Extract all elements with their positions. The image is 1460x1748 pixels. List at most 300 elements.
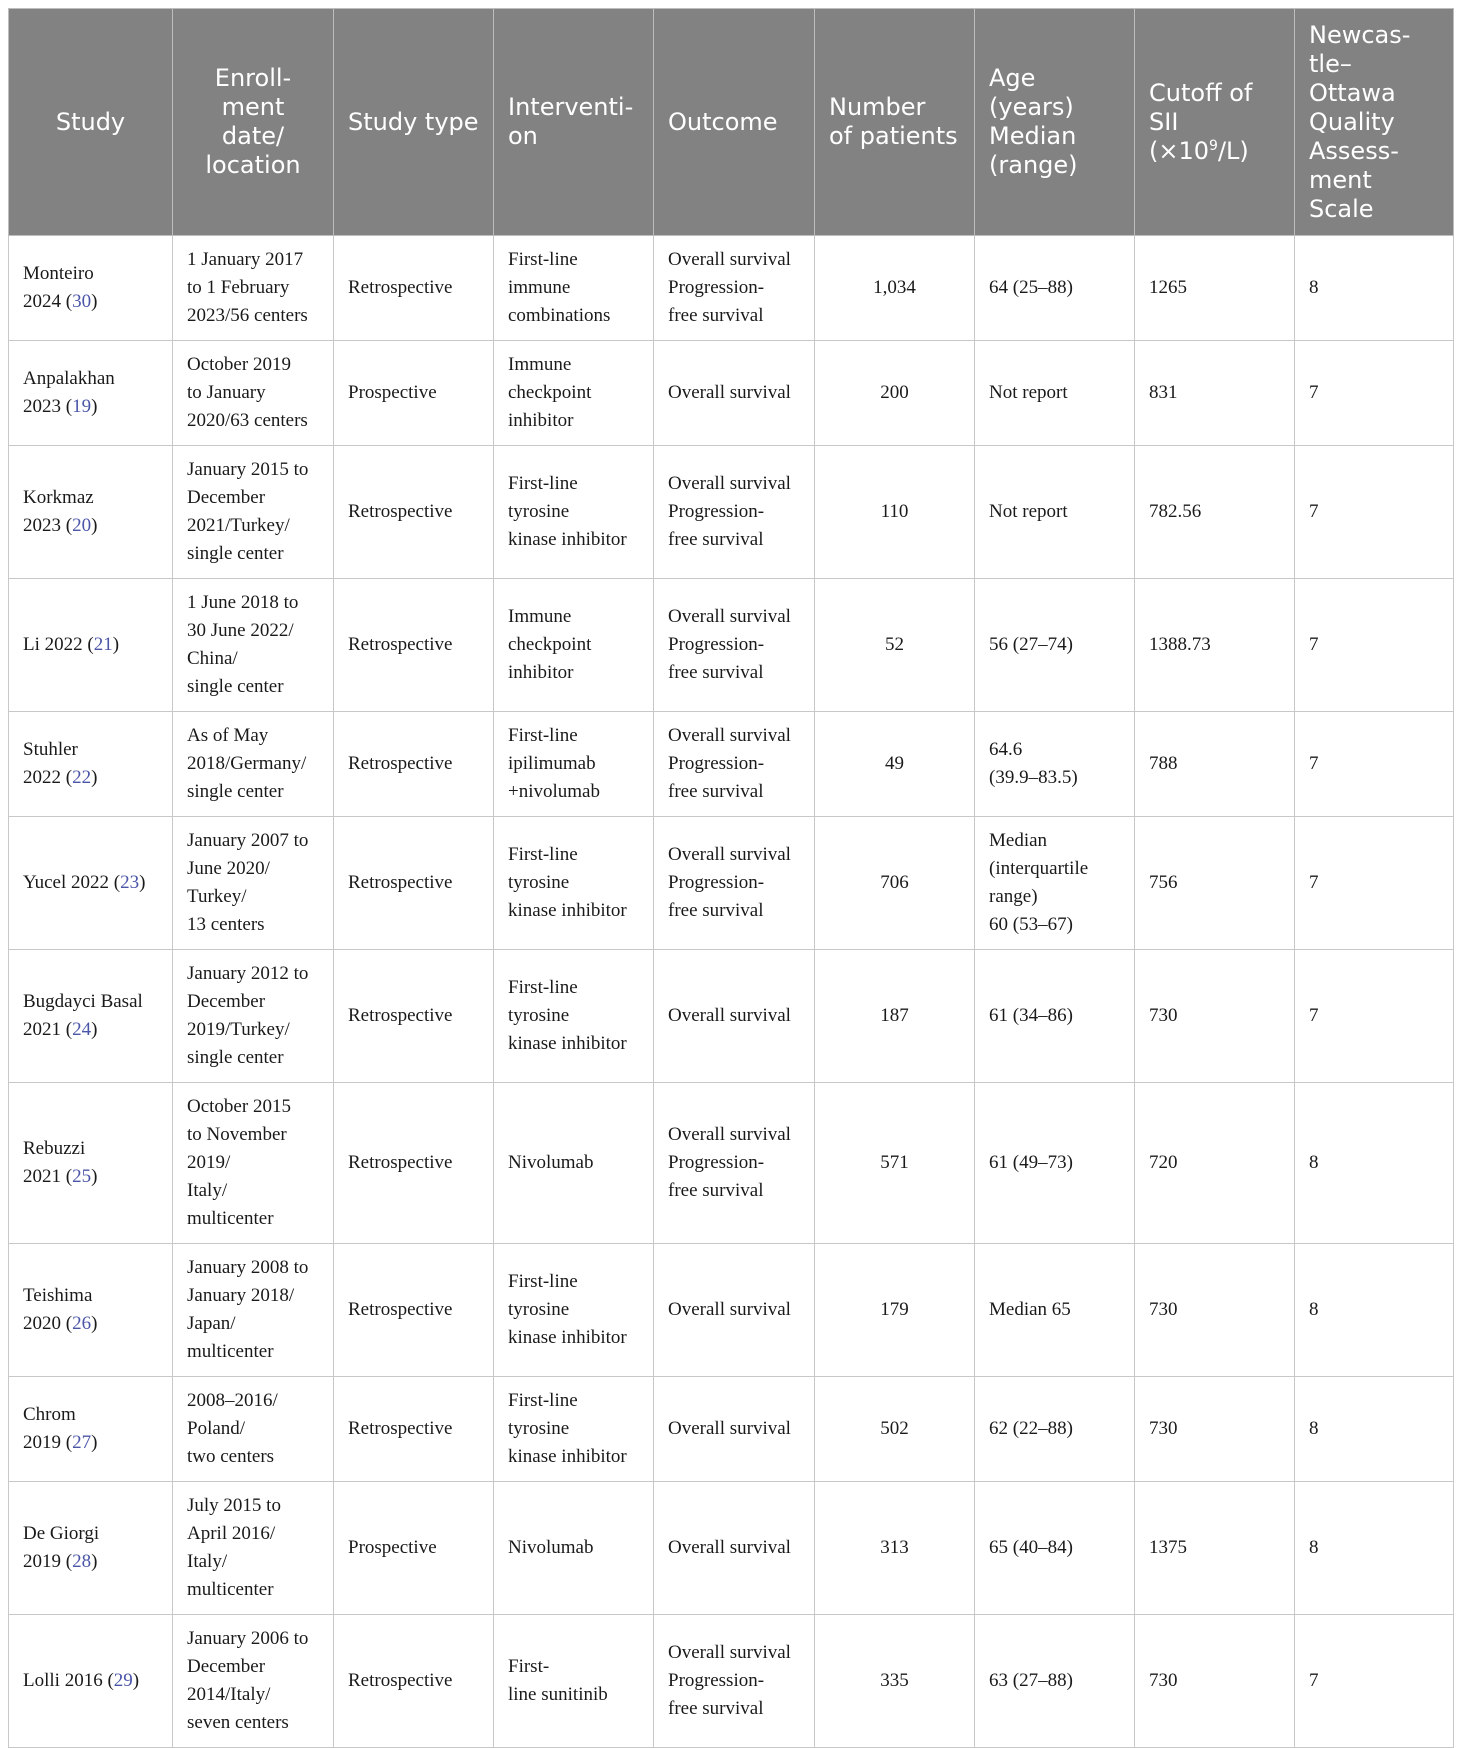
cell-line: range) (989, 886, 1038, 907)
cell-line: checkpoint (508, 634, 592, 655)
intervention-cell (494, 1244, 654, 1377)
header-intervention: Interventi- on (494, 9, 654, 236)
cell-line: 706 (880, 872, 909, 893)
header-nos-scale: Newcas- tle– Ottawa Quality Assess- ment Scale (1295, 9, 1454, 236)
cell-line (23, 512, 158, 540)
cell-line: 64.6 (989, 739, 1023, 760)
cell-line: January 2006 to (187, 1628, 309, 1649)
cell-line: Median 65 (989, 1299, 1071, 1320)
cell-line: line sunitinib (508, 1684, 608, 1705)
intervention-cell (494, 341, 654, 446)
cell-line: free survival (668, 1698, 764, 1719)
cell-line: First-line (508, 249, 578, 270)
cell-line: De Giorgi (23, 1523, 100, 1544)
cell-line: 831 (1149, 382, 1178, 403)
cell-line: Retrospective (348, 1670, 453, 1691)
intervention-cell (494, 1083, 654, 1244)
cell-line (23, 288, 158, 316)
cell-line (23, 393, 158, 421)
study-cell (9, 817, 173, 950)
cell-line: 571 (880, 1152, 909, 1173)
cell-line: 7 (1309, 753, 1319, 774)
table-row (9, 1377, 1454, 1482)
cutoff-cell (1135, 712, 1295, 817)
cell-line: 7 (1309, 382, 1319, 403)
study-cell (9, 1377, 173, 1482)
reference-link[interactable]: 27 (72, 1432, 92, 1453)
cell-line (23, 1016, 158, 1044)
cell-line: Korkmaz (23, 487, 94, 508)
cell-line (23, 631, 158, 659)
cell-line: to January (187, 382, 266, 403)
table-row (9, 446, 1454, 579)
cell-line: Retrospective (348, 277, 453, 298)
outcome-cell (654, 1615, 815, 1748)
table-row (9, 712, 1454, 817)
cell-line: combinations (508, 305, 611, 326)
cell-line: Retrospective (348, 1299, 453, 1320)
cell-line: 335 (880, 1670, 909, 1691)
reference-link[interactable]: 29 (113, 1670, 133, 1691)
cell-line: 49 (885, 753, 904, 774)
cell-line: (39.9–83.5) (989, 767, 1078, 788)
nos-score-cell (1295, 579, 1454, 712)
enrollment-cell (173, 712, 334, 817)
cell-line: 61 (49–73) (989, 1152, 1073, 1173)
cell-line: tyrosine (508, 872, 570, 893)
table-row (9, 579, 1454, 712)
cutoff-cell (1135, 1244, 1295, 1377)
cell-line: free survival (668, 529, 764, 550)
cell-line: Progression- (668, 753, 765, 774)
cell-line: October 2019 (187, 354, 291, 375)
patients-cell (815, 579, 975, 712)
cutoff-cell (1135, 579, 1295, 712)
cell-line: 60 (53–67) (989, 914, 1073, 935)
cell-line: tyrosine (508, 1005, 570, 1026)
study-cell (9, 950, 173, 1083)
cell-line: Overall survival (668, 1418, 791, 1439)
cell-line: 30 June 2022/ (187, 620, 294, 641)
cell-line: Not report (989, 382, 1068, 403)
patients-cell (815, 950, 975, 1083)
reference-link[interactable]: 26 (72, 1313, 92, 1334)
patients-cell (815, 712, 975, 817)
reference-link[interactable]: 20 (72, 515, 92, 536)
age-cell (975, 1482, 1135, 1615)
reference-link[interactable]: 21 (93, 634, 113, 655)
enrollment-cell (173, 817, 334, 950)
cell-line: June 2020/ (187, 858, 270, 879)
cell-line: to 1 February (187, 277, 290, 298)
cell-line: Overall survival (668, 844, 791, 865)
cell-line: October 2015 (187, 1096, 291, 1117)
cell-line: 1375 (1149, 1537, 1187, 1558)
intervention-cell (494, 579, 654, 712)
cell-line: Retrospective (348, 753, 453, 774)
study-cell (9, 1482, 173, 1615)
cell-line: Overall survival (668, 1642, 791, 1663)
cell-line: (interquartile (989, 858, 1089, 879)
cell-line: Retrospective (348, 1005, 453, 1026)
cell-line: checkpoint (508, 382, 592, 403)
cell-line: free survival (668, 662, 764, 683)
age-cell (975, 817, 1135, 950)
cell-line: +nivolumab (508, 781, 600, 802)
cell-line: December (187, 487, 266, 508)
study-label: 2021 ( (23, 1166, 73, 1187)
table-body (9, 236, 1454, 1748)
cell-line: single center (187, 676, 284, 697)
cell-line: As of May (187, 725, 269, 746)
enrollment-cell (173, 950, 334, 1083)
cell-line: 7 (1309, 501, 1319, 522)
outcome-cell (654, 236, 815, 341)
cell-line: Not report (989, 501, 1068, 522)
table-row (9, 1615, 1454, 1748)
closing-paren: ) (91, 396, 98, 417)
cell-line: single center (187, 543, 284, 564)
study-characteristics-table-container (8, 8, 1453, 1748)
cell-line: Retrospective (348, 501, 453, 522)
cell-line: kinase inhibitor (508, 1033, 627, 1054)
table-row (9, 1244, 1454, 1377)
intervention-cell (494, 236, 654, 341)
cell-line: Progression- (668, 1152, 765, 1173)
cell-line: December (187, 991, 266, 1012)
cell-line: China/ (187, 648, 238, 669)
cell-line: kinase inhibitor (508, 529, 627, 550)
header-age: Age (years) Median (range) (975, 9, 1135, 236)
study-cell (9, 236, 173, 341)
cell-line: 2008–2016/ (187, 1390, 278, 1411)
closing-paren: ) (132, 1670, 140, 1691)
cell-line: 7 (1309, 1005, 1319, 1026)
reference-link[interactable]: 19 (72, 396, 92, 417)
cell-line: First-line (508, 1271, 578, 1292)
cell-line: January 2015 to (187, 459, 309, 480)
cell-line: Retrospective (348, 1152, 453, 1173)
cell-line: single center (187, 1047, 284, 1068)
cell-line: single center (187, 781, 284, 802)
cell-line: tyrosine (508, 1299, 570, 1320)
study-type-cell (334, 341, 494, 446)
cell-line (23, 764, 158, 792)
cell-line: 52 (885, 634, 904, 655)
cell-line: Retrospective (348, 1418, 453, 1439)
cell-line: 8 (1309, 1152, 1319, 1173)
study-label: 2021 ( (23, 1019, 73, 1040)
age-cell (975, 1083, 1135, 1244)
cutoff-cell (1135, 341, 1295, 446)
cell-line: First-line (508, 1390, 578, 1411)
cutoff-cell (1135, 446, 1295, 579)
enrollment-cell (173, 1244, 334, 1377)
cell-line: 61 (34–86) (989, 1005, 1073, 1026)
cell-line: 2023/56 centers (187, 305, 308, 326)
enrollment-cell (173, 236, 334, 341)
nos-score-cell (1295, 1083, 1454, 1244)
patients-cell (815, 446, 975, 579)
cell-line: 7 (1309, 634, 1319, 655)
patients-cell (815, 1615, 975, 1748)
cell-line: Monteiro (23, 263, 94, 284)
cell-line: January 2018/ (187, 1285, 295, 1306)
age-cell (975, 341, 1135, 446)
cell-line: 730 (1149, 1005, 1178, 1026)
table-row (9, 817, 1454, 950)
cell-line: Progression- (668, 501, 765, 522)
cell-line: 8 (1309, 1299, 1319, 1320)
age-cell (975, 1377, 1135, 1482)
enrollment-cell (173, 1377, 334, 1482)
cell-line: Immune (508, 354, 572, 375)
cell-line: Japan/ (187, 1313, 236, 1334)
header-study: Study (9, 9, 173, 236)
cell-line: Median (989, 830, 1048, 851)
nos-score-cell (1295, 236, 1454, 341)
enrollment-cell (173, 1615, 334, 1748)
cell-line: First-line (508, 725, 578, 746)
cell-line: inhibitor (508, 662, 574, 683)
cell-line: 200 (880, 382, 909, 403)
cell-line: 2014/Italy/ (187, 1684, 271, 1705)
cell-line (23, 1163, 158, 1191)
nos-score-cell (1295, 1244, 1454, 1377)
cell-line (23, 1310, 158, 1338)
study-label: Lolli 2016 ( (23, 1670, 114, 1691)
cell-line: First-line (508, 473, 578, 494)
intervention-cell (494, 712, 654, 817)
patients-cell (815, 1083, 975, 1244)
cell-line: 187 (880, 1005, 909, 1026)
cell-line: Overall survival (668, 1124, 791, 1145)
outcome-cell (654, 1244, 815, 1377)
cell-line: Poland/ (187, 1418, 246, 1439)
cell-line: 782.56 (1149, 501, 1202, 522)
intervention-cell (494, 1615, 654, 1748)
cell-line: Progression- (668, 872, 765, 893)
cell-line: 8 (1309, 1418, 1319, 1439)
nos-score-cell (1295, 712, 1454, 817)
cell-line: December (187, 1656, 266, 1677)
study-label: 2019 ( (23, 1551, 73, 1572)
cell-line (23, 869, 158, 897)
outcome-cell (654, 341, 815, 446)
cell-line: Prospective (348, 382, 437, 403)
enrollment-cell (173, 341, 334, 446)
cell-line: Progression- (668, 277, 765, 298)
outcome-cell (654, 579, 815, 712)
cell-line: 1,034 (873, 277, 916, 298)
study-type-cell (334, 817, 494, 950)
cell-line: Italy/ (187, 1551, 228, 1572)
cell-line: Overall survival (668, 725, 791, 746)
cell-line: January 2008 to (187, 1257, 309, 1278)
cell-line: 64 (25–88) (989, 277, 1073, 298)
cell-line: First-line (508, 844, 578, 865)
cell-line: 2019/Turkey/ (187, 1019, 290, 1040)
outcome-cell (654, 817, 815, 950)
study-cell (9, 1083, 173, 1244)
cutoff-cell (1135, 1377, 1295, 1482)
cell-line: multicenter (187, 1341, 274, 1362)
patients-cell (815, 341, 975, 446)
enrollment-cell (173, 579, 334, 712)
study-label: Yucel 2022 ( (23, 872, 121, 893)
cell-line: Retrospective (348, 634, 453, 655)
cell-line: seven centers (187, 1712, 289, 1733)
outcome-cell (654, 1377, 815, 1482)
cell-line: 2021/Turkey/ (187, 515, 290, 536)
outcome-cell (654, 1083, 815, 1244)
cell-line: 730 (1149, 1418, 1178, 1439)
closing-paren: ) (91, 1313, 98, 1334)
cell-line: tyrosine (508, 1418, 570, 1439)
cell-line: 179 (880, 1299, 909, 1320)
study-type-cell (334, 236, 494, 341)
cutoff-cell (1135, 950, 1295, 1083)
cell-line: Rebuzzi (23, 1138, 86, 1159)
closing-paren: ) (91, 1551, 98, 1572)
study-type-cell (334, 446, 494, 579)
cell-line: Stuhler (23, 739, 78, 760)
header-row (9, 9, 1454, 236)
nos-score-cell (1295, 341, 1454, 446)
patients-cell (815, 817, 975, 950)
study-type-cell (334, 1377, 494, 1482)
reference-link[interactable]: 24 (72, 1019, 92, 1040)
nos-score-cell (1295, 950, 1454, 1083)
closing-paren: ) (91, 515, 98, 536)
header-outcome: Outcome (654, 9, 815, 236)
header-enrollment: Enroll- ment date/ location (173, 9, 334, 236)
nos-score-cell (1295, 1482, 1454, 1615)
study-type-cell (334, 579, 494, 712)
closing-paren: ) (91, 291, 98, 312)
study-label: 2023 ( (23, 515, 73, 536)
header-cutoff: Cutoff of SII $(\times 10^9/L)$ (1135, 9, 1295, 236)
cell-line: 502 (880, 1418, 909, 1439)
reference-link[interactable]: 22 (72, 767, 92, 788)
cell-line: 1265 (1149, 277, 1187, 298)
outcome-cell (654, 950, 815, 1083)
study-type-cell (334, 712, 494, 817)
reference-link[interactable]: 25 (72, 1166, 92, 1187)
study-type-cell (334, 1615, 494, 1748)
header-study-type: Study type (334, 9, 494, 236)
age-cell (975, 236, 1135, 341)
nos-score-cell (1295, 1377, 1454, 1482)
age-cell (975, 950, 1135, 1083)
enrollment-cell (173, 1083, 334, 1244)
age-cell (975, 712, 1135, 817)
nos-score-cell (1295, 817, 1454, 950)
cell-line: kinase inhibitor (508, 1446, 627, 1467)
cutoff-cell (1135, 1615, 1295, 1748)
closing-paren: ) (91, 767, 98, 788)
cutoff-cell (1135, 1083, 1295, 1244)
age-cell (975, 579, 1135, 712)
cell-line: tyrosine (508, 501, 570, 522)
intervention-cell (494, 950, 654, 1083)
cell-line: Overall survival (668, 473, 791, 494)
study-label: Li 2022 ( (23, 634, 94, 655)
study-label: 2024 ( (23, 291, 73, 312)
cell-line: 730 (1149, 1670, 1178, 1691)
study-type-cell (334, 1244, 494, 1377)
intervention-cell (494, 1377, 654, 1482)
cell-line (23, 1429, 158, 1457)
cell-line: ipilimumab (508, 753, 596, 774)
cell-line: 788 (1149, 753, 1178, 774)
cell-line: 7 (1309, 872, 1319, 893)
cell-line (23, 1667, 158, 1695)
cell-line: two centers (187, 1446, 275, 1467)
cell-line: 2019/ (187, 1152, 231, 1173)
cell-line: Teishima (23, 1285, 93, 1306)
cell-line: April 2016/ (187, 1523, 276, 1544)
table-row (9, 236, 1454, 341)
closing-paren: ) (112, 634, 120, 655)
closing-paren: ) (91, 1019, 98, 1040)
reference-link[interactable]: 28 (72, 1551, 92, 1572)
reference-link[interactable]: 23 (120, 872, 140, 893)
cell-line: Turkey/ (187, 886, 247, 907)
cell-line: January 2007 to (187, 830, 309, 851)
cell-line: free survival (668, 305, 764, 326)
cell-line: Progression- (668, 1670, 765, 1691)
cell-line: free survival (668, 1180, 764, 1201)
nos-score-cell (1295, 1615, 1454, 1748)
study-cell (9, 341, 173, 446)
reference-link[interactable]: 30 (72, 291, 92, 312)
table-row (9, 1482, 1454, 1615)
study-cell (9, 579, 173, 712)
cell-line: Nivolumab (508, 1152, 594, 1173)
cell-line: Nivolumab (508, 1537, 594, 1558)
cell-line: Overall survival (668, 606, 791, 627)
outcome-cell (654, 712, 815, 817)
cell-line: July 2015 to (187, 1495, 281, 1516)
cell-line: Overall survival (668, 1537, 791, 1558)
intervention-cell (494, 446, 654, 579)
study-cell (9, 1244, 173, 1377)
study-type-cell (334, 1083, 494, 1244)
enrollment-cell (173, 446, 334, 579)
cell-line: 63 (27–88) (989, 1670, 1073, 1691)
cell-line: Overall survival (668, 1005, 791, 1026)
cell-line: multicenter (187, 1579, 274, 1600)
header-patients: Number of patients (815, 9, 975, 236)
patients-cell (815, 1244, 975, 1377)
cell-line: First- (508, 1656, 550, 1677)
cell-line: kinase inhibitor (508, 1327, 627, 1348)
cell-line: to November (187, 1124, 287, 1145)
cell-line: multicenter (187, 1208, 274, 1229)
cell-line: 110 (880, 501, 909, 522)
table-row (9, 950, 1454, 1083)
study-label: 2023 ( (23, 396, 73, 417)
outcome-cell (654, 446, 815, 579)
cell-line: Chrom (23, 1404, 76, 1425)
study-cell (9, 712, 173, 817)
patients-cell (815, 1482, 975, 1615)
study-label: 2019 ( (23, 1432, 73, 1453)
cell-line: 2020/63 centers (187, 410, 308, 431)
age-cell (975, 1244, 1135, 1377)
study-type-cell (334, 950, 494, 1083)
